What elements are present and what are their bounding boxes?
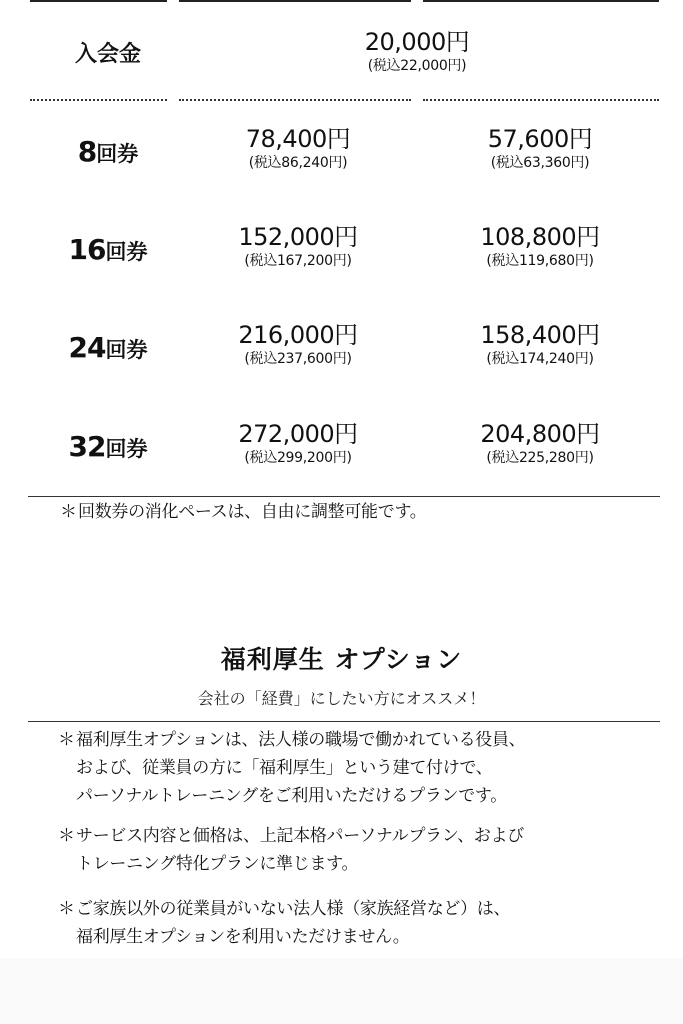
price-tax: (税込299,200円) bbox=[244, 450, 352, 466]
plan-price-col2 bbox=[178, 420, 418, 467]
note-bullet: ＊ bbox=[58, 730, 75, 750]
price-tax: (税込174,240円) bbox=[486, 351, 594, 367]
price-tax: (税込225,280円) bbox=[486, 450, 594, 466]
note-line bbox=[58, 726, 525, 754]
plan-price-col2 bbox=[178, 223, 418, 270]
membership-fee-label: 入会金 bbox=[74, 42, 141, 67]
price-main: 57,600円 bbox=[487, 125, 593, 153]
price-main: 108,800円 bbox=[480, 223, 600, 251]
dotted-divider-col1 bbox=[30, 99, 167, 101]
note-bullet: ＊ bbox=[60, 502, 77, 522]
price-main: 78,400円 bbox=[245, 125, 351, 153]
welfare-subtitle: 会社の「経費」にしたい方にオススメ！ bbox=[197, 689, 486, 708]
welfare-divider bbox=[28, 721, 660, 722]
price-tax: (税込167,200円) bbox=[244, 253, 352, 269]
welfare-title: 福利厚生 オプション bbox=[220, 645, 463, 674]
note-line: パーソナルトレーニングをご利用いただけるプランです。 bbox=[76, 786, 507, 806]
plan-price-col2 bbox=[178, 125, 418, 172]
header-divider-col3 bbox=[423, 0, 659, 2]
plan-unit: 回券 bbox=[105, 338, 148, 362]
plan-price-col3 bbox=[420, 321, 660, 368]
plan-label bbox=[28, 331, 188, 364]
price-main: 152,000円 bbox=[238, 223, 358, 251]
plan-price-col3 bbox=[420, 125, 660, 172]
welfare-note-1 bbox=[58, 726, 525, 810]
note-line: トレーニング特化プランに準じます。 bbox=[76, 854, 359, 874]
price-main: 216,000円 bbox=[238, 321, 358, 349]
pace-note-text: 回数券の消化ペースは、自由に調整可能です。 bbox=[78, 502, 427, 522]
header-divider-col1 bbox=[30, 0, 167, 2]
price-main: 204,800円 bbox=[480, 420, 600, 448]
welfare-note-2 bbox=[58, 822, 524, 878]
plan-label bbox=[28, 233, 188, 266]
plan-count: 16 bbox=[68, 233, 106, 266]
plan-price-col2 bbox=[178, 321, 418, 368]
note-line: 福利厚生オプションを利用いただけません。 bbox=[76, 927, 410, 947]
plan-unit: 回券 bbox=[105, 240, 148, 264]
plan-count: 32 bbox=[68, 430, 106, 463]
dotted-divider-col3 bbox=[423, 99, 659, 101]
price-tax: (税込237,600円) bbox=[244, 351, 352, 367]
header-divider-col2 bbox=[179, 0, 411, 2]
membership-fee-price bbox=[297, 28, 537, 75]
pace-note bbox=[60, 498, 427, 526]
note-line: および、従業員の方に「福利厚生」という建て付けで、 bbox=[76, 758, 493, 778]
price-tax: (税込86,240円) bbox=[248, 155, 348, 171]
plan-unit: 回券 bbox=[105, 437, 148, 461]
welfare-note-3 bbox=[58, 895, 510, 951]
note-text: 福利厚生オプションは、法人様の職場で働かれている役員、 bbox=[76, 730, 526, 750]
note-line bbox=[58, 822, 524, 850]
note-text: サービス内容と価格は、上記本格パーソナルプラン、および bbox=[76, 826, 525, 846]
plan-count: 24 bbox=[68, 331, 106, 364]
bottom-background bbox=[0, 958, 683, 1024]
price-main: 158,400円 bbox=[480, 321, 600, 349]
note-text: ご家族以外の従業員がいない法人様（家族経営など）は、 bbox=[76, 899, 511, 919]
price-tax: (税込63,360円) bbox=[490, 155, 590, 171]
plan-count: 8 bbox=[77, 135, 97, 168]
plan-price-col3 bbox=[420, 420, 660, 467]
dotted-divider-col2 bbox=[179, 99, 411, 101]
membership-price-main: 20,000円 bbox=[364, 28, 470, 56]
note-bullet: ＊ bbox=[58, 899, 75, 919]
plan-label bbox=[28, 430, 188, 463]
table-bottom-divider bbox=[28, 496, 660, 497]
price-main: 272,000円 bbox=[238, 420, 358, 448]
price-tax: (税込119,680円) bbox=[486, 253, 594, 269]
note-line bbox=[58, 895, 510, 923]
plan-label bbox=[28, 135, 188, 168]
membership-price-tax: (税込22,000円) bbox=[367, 58, 467, 74]
plan-price-col3 bbox=[420, 223, 660, 270]
plan-unit: 回券 bbox=[96, 142, 139, 166]
note-bullet: ＊ bbox=[58, 826, 75, 846]
